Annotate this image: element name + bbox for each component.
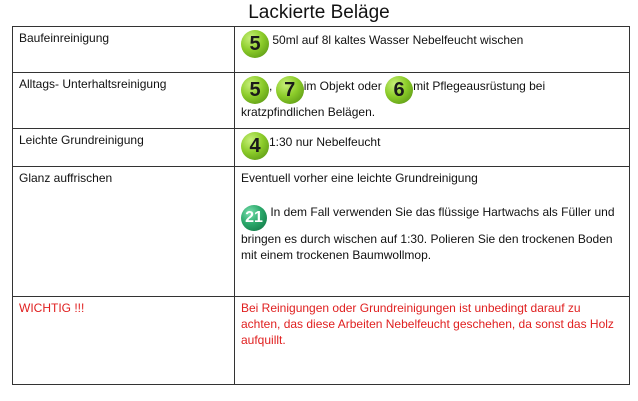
row-content <box>235 27 630 73</box>
row-label: Baufeinreinigung <box>13 27 235 73</box>
product-badge-icon: 4 <box>241 132 269 160</box>
table-row <box>13 73 630 129</box>
page-title: Lackierte Beläge <box>248 2 390 23</box>
table-row <box>13 129 630 167</box>
row-content: Bei Reinigungen oder Grundreinigungen ist unbedingt darauf zu achten, das diese Arbeiten Nebelfeucht geschehen, da sonst das Holz aufquillt. <box>235 297 630 385</box>
row-text: In dem Fall verwenden Sie das flüssige Hartwachs als Füller und bringen es durch wischen auf 1:30. Polieren Sie den trockenen Boden mit einem trockenen Baumwollmop. <box>241 205 615 262</box>
row-text: mit Pflegeausrüstung bei kratzpfindlichen Belägen. <box>241 79 546 119</box>
row-content <box>235 129 630 167</box>
product-badge-icon: 7 <box>276 76 304 104</box>
row-text-mid: im Objekt oder <box>303 79 382 93</box>
row-label: Alltags- Unterhaltsreinigung <box>13 73 235 129</box>
table-row <box>13 297 630 385</box>
row-content <box>235 167 630 297</box>
row-label: WICHTIG !!! <box>13 297 235 385</box>
product-badge-icon: 6 <box>385 76 413 104</box>
cleaning-table <box>12 26 630 385</box>
product-badge-icon: 21 <box>241 205 267 231</box>
table-row <box>13 167 630 297</box>
separator: , <box>269 79 273 93</box>
product-badge-icon: 5 <box>241 30 269 58</box>
row-label: Glanz auffrischen <box>13 167 235 297</box>
row-intro: Eventuell vorher eine leichte Grundreinigung <box>241 171 478 185</box>
row-content <box>235 73 630 129</box>
row-text: 50ml auf 8l kaltes Wasser Nebelfeucht wischen <box>272 33 524 47</box>
row-text: 1:30 nur Nebelfeucht <box>269 135 381 149</box>
table-row <box>13 27 630 73</box>
product-badge-icon: 5 <box>241 76 269 104</box>
row-label: Leichte Grundreinigung <box>13 129 235 167</box>
